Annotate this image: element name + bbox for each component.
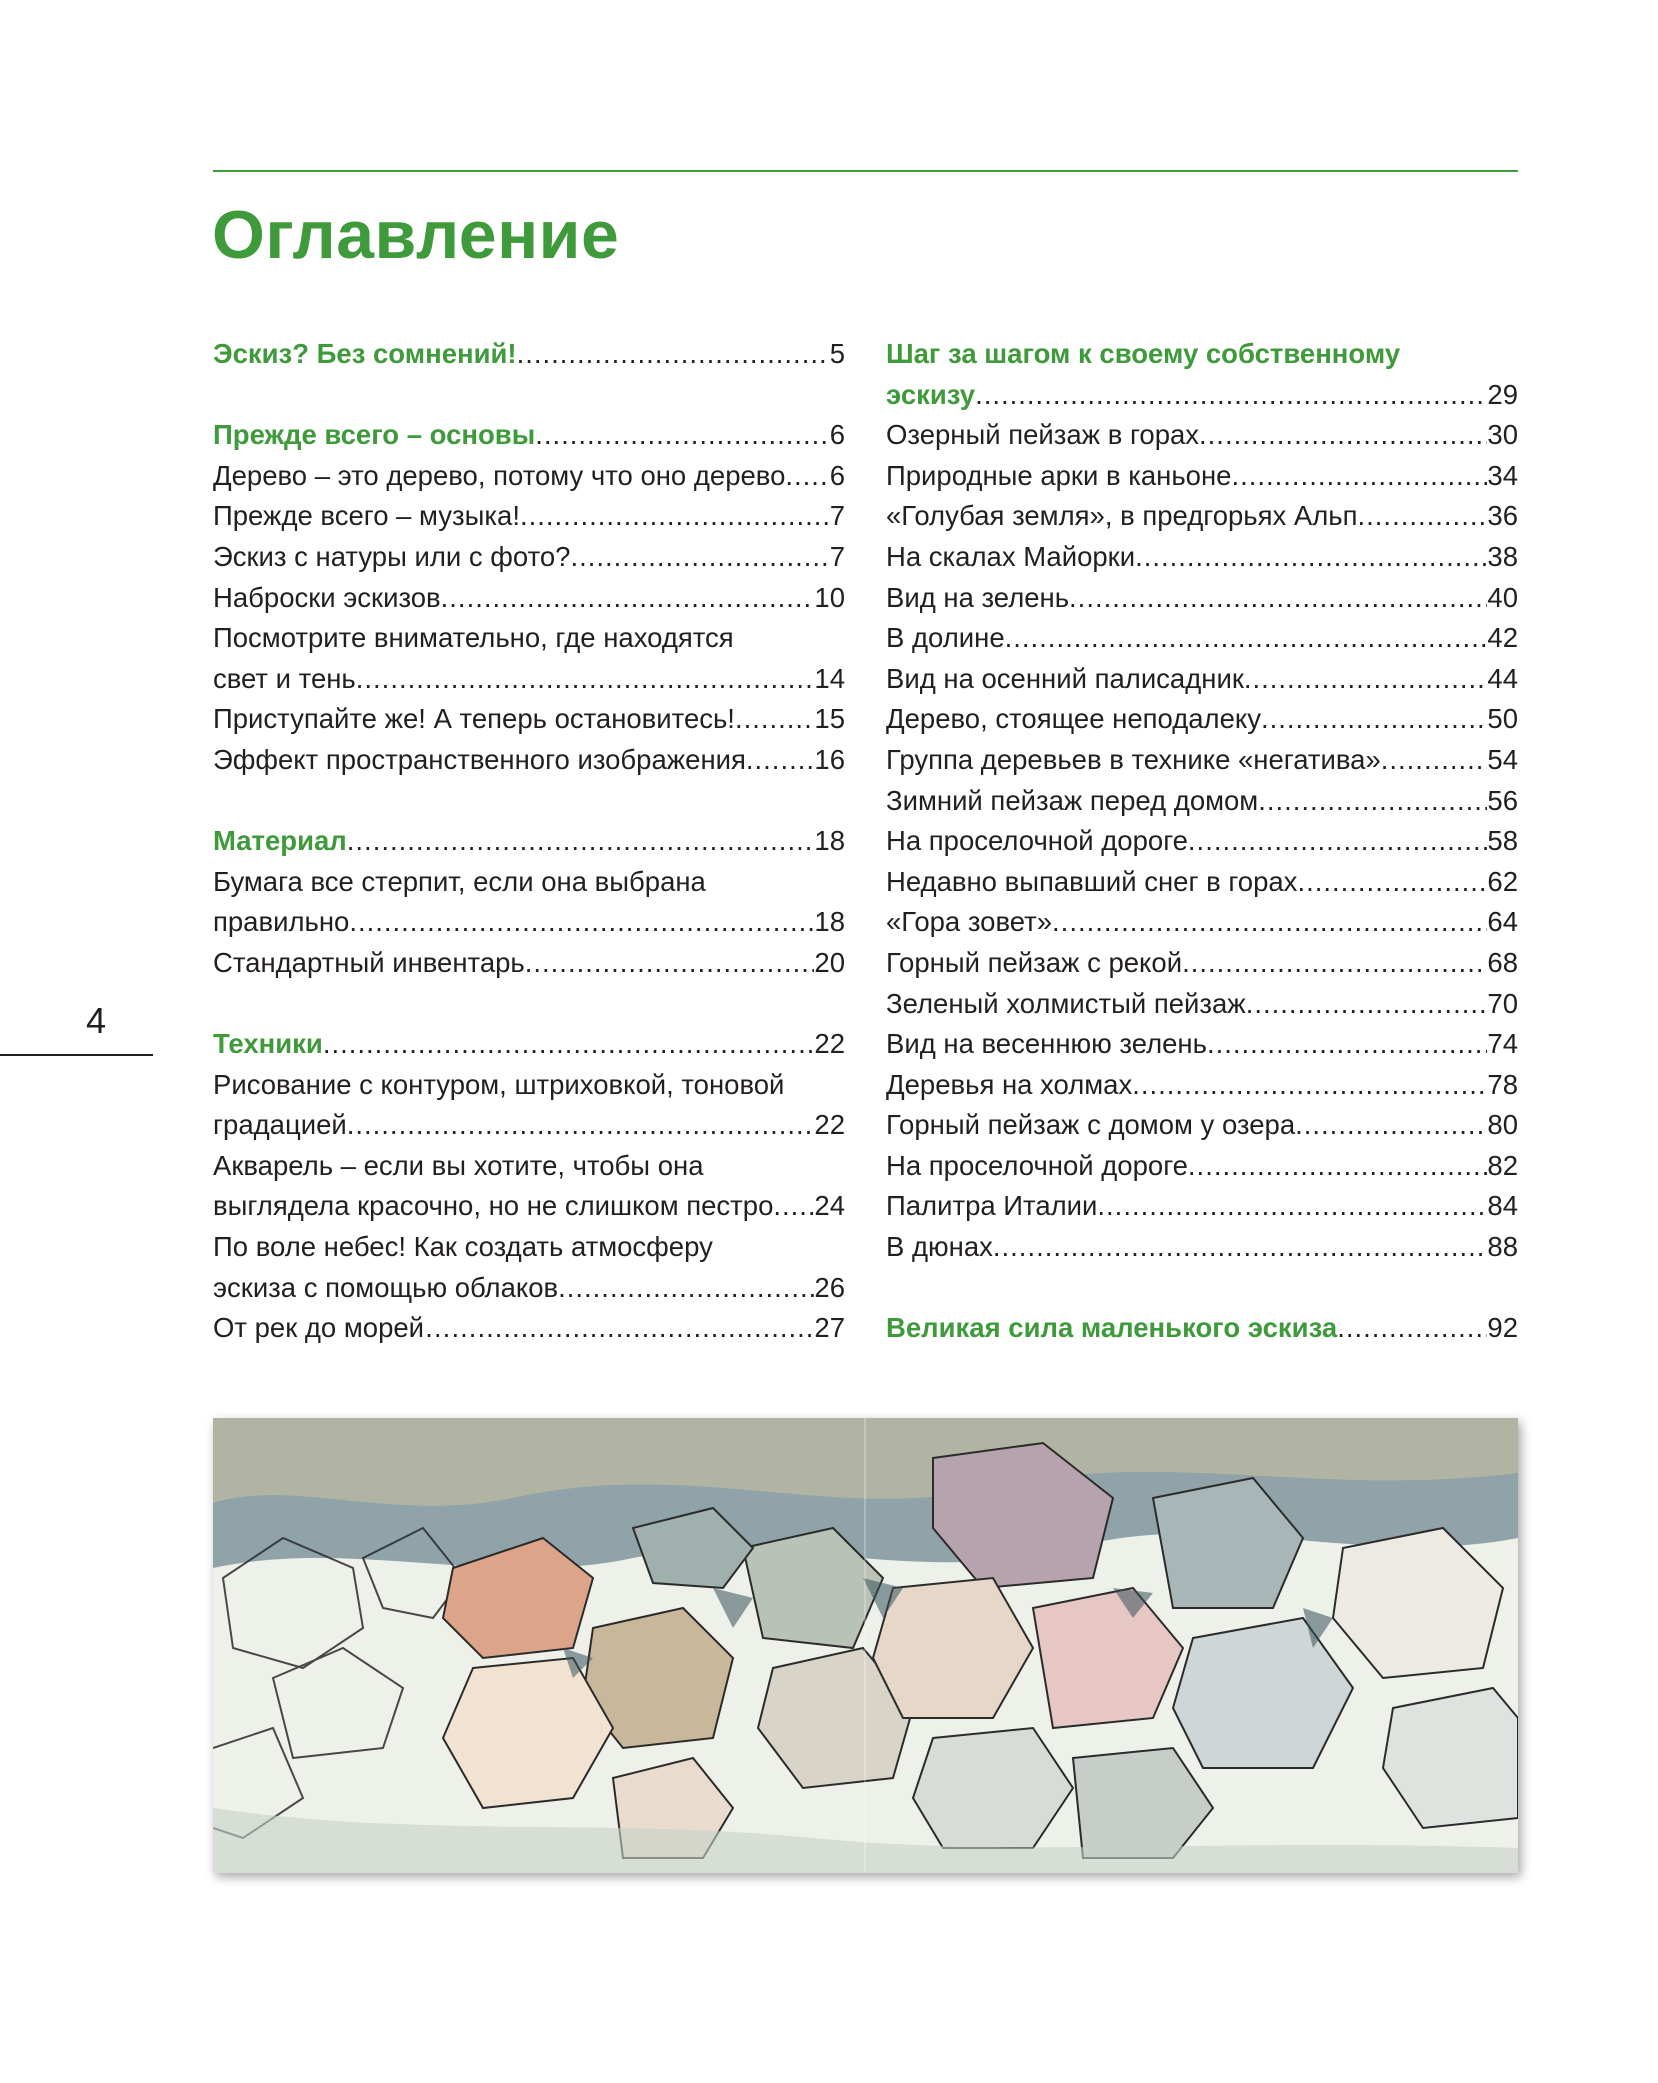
toc-entry-title: Недавно выпавший снег в горах (886, 865, 1298, 897)
dot-leader (1199, 415, 1487, 456)
toc-entry[interactable] (886, 781, 1518, 822)
toc-entry-title-line1: Посмотрите внимательно, где находятся (213, 622, 734, 654)
toc-entry-title: Прежде всего – музыка! (213, 500, 520, 532)
toc-entry-title: Горный пейзаж с домом у озера (886, 1109, 1296, 1141)
dot-leader (558, 1268, 814, 1309)
toc-page-number: 80 (1487, 1109, 1518, 1141)
toc-entry[interactable] (213, 456, 845, 497)
dot-leader (1182, 943, 1487, 984)
dot-leader (356, 659, 815, 700)
toc-entry[interactable] (886, 496, 1518, 537)
toc-entry-title: На проселочной дороге (886, 1149, 1188, 1181)
toc-entry-title: Техники (213, 1028, 323, 1060)
toc-section[interactable] (886, 1308, 1518, 1349)
toc-section[interactable] (213, 1024, 845, 1065)
toc-page-number: 18 (814, 906, 845, 938)
toc-page-number: 38 (1487, 540, 1518, 572)
toc-entry-title: «Голубая земля», в предгорьях Альп (886, 500, 1358, 532)
toc-page-number: 70 (1487, 987, 1518, 1019)
toc-entry-title: выглядела красочно, но не слишком пестро (213, 1190, 774, 1222)
dot-leader (1244, 659, 1488, 700)
toc-page-number: 68 (1487, 946, 1518, 978)
dot-leader (773, 1186, 814, 1227)
dot-leader (441, 578, 815, 619)
page-title: Оглавление (212, 197, 620, 273)
toc-entry-title-line1: Рисование с контуром, штриховкой, тоновой (213, 1068, 785, 1100)
toc-entry-title: Вид на осенний палисадник (886, 662, 1244, 694)
toc-entry[interactable] (886, 984, 1518, 1025)
toc-entry-title: Озерный пейзаж в горах (886, 419, 1200, 451)
toc-entry-title: Зимний пейзаж перед домом (886, 784, 1259, 816)
toc-page-number: 36 (1487, 500, 1518, 532)
toc-page-number: 5 (829, 338, 845, 369)
toc-entry[interactable] (213, 1227, 845, 1308)
toc-entry-title: Деревья на холмах (886, 1068, 1133, 1100)
toc-entry-title: Дерево – это дерево, потому что оно дерево (213, 459, 786, 491)
dot-leader (1358, 496, 1488, 537)
dot-leader (1207, 1024, 1487, 1065)
toc-entry-title: Великая сила маленького эскиза (886, 1312, 1338, 1344)
toc-entry[interactable] (213, 862, 845, 943)
dot-leader (735, 699, 814, 740)
toc-page-number: 24 (814, 1190, 845, 1222)
toc-entry[interactable] (886, 1065, 1518, 1106)
toc-page-number: 56 (1487, 784, 1518, 816)
toc-page-number: 64 (1487, 906, 1518, 938)
toc-entry[interactable] (886, 578, 1518, 619)
rocks-watercolor-illustration (213, 1418, 1518, 1873)
dot-leader (347, 821, 815, 862)
toc-entry-title: В дюнах (886, 1231, 993, 1263)
toc-entry[interactable] (886, 1105, 1518, 1146)
dot-leader (785, 456, 829, 497)
toc-page-number: 26 (814, 1271, 845, 1303)
toc-entry-title: Материал (213, 825, 347, 857)
toc-entry[interactable] (213, 1308, 845, 1349)
toc-page-number: 42 (1487, 622, 1518, 654)
toc-page-number: 50 (1487, 703, 1518, 735)
dot-leader (1069, 578, 1487, 619)
toc-entry-title: Группа деревьев в технике «негатива» (886, 743, 1381, 775)
toc-page-number: 15 (814, 703, 845, 735)
dot-leader (570, 537, 829, 578)
top-rule (213, 170, 1518, 172)
toc-section[interactable] (213, 415, 845, 456)
toc-page-number: 14 (814, 662, 845, 694)
toc-entry[interactable] (886, 699, 1518, 740)
toc-entry-title-line1: Шаг за шагом к своему собственному (886, 338, 1401, 369)
toc-page-number: 84 (1487, 1190, 1518, 1222)
toc-entry[interactable] (886, 618, 1518, 659)
toc-entry-title: Эскиз с натуры или с фото? (213, 540, 571, 572)
toc-right-column (886, 334, 1518, 1349)
toc-page-number: 20 (814, 946, 845, 978)
toc-entry-title: Палитра Италии (886, 1190, 1098, 1222)
dot-leader (1246, 984, 1488, 1025)
toc-entry[interactable] (213, 496, 845, 537)
toc-entry[interactable] (886, 1146, 1518, 1187)
dot-leader (1188, 821, 1487, 862)
toc-entry[interactable] (886, 902, 1518, 943)
dot-leader (517, 334, 830, 375)
toc-entry-title: Природные арки в каньоне (886, 459, 1232, 491)
toc-page-number: 74 (1487, 1028, 1518, 1060)
toc-page-number: 7 (829, 500, 845, 532)
dot-leader (1052, 902, 1487, 943)
dot-leader (1261, 699, 1487, 740)
toc-page-number: 6 (829, 419, 845, 451)
toc-entry[interactable] (886, 821, 1518, 862)
dot-leader (1337, 1308, 1487, 1349)
toc-entry-title: «Гора зовет» (886, 906, 1053, 938)
toc-entry-title-line1: Акварель – если вы хотите, чтобы она (213, 1149, 704, 1181)
dot-leader (993, 1227, 1488, 1268)
toc-entry-title: Эскиз? Без сомнений! (213, 338, 517, 369)
toc-entry-title-line1: По воле небес! Как создать атмосферу (213, 1231, 713, 1263)
dot-leader (1258, 781, 1487, 822)
dot-leader (349, 902, 814, 943)
toc-entry[interactable] (886, 456, 1518, 497)
toc-entry-title: Вид на зелень (886, 581, 1070, 613)
toc-page-number: 88 (1487, 1231, 1518, 1263)
dot-leader (746, 740, 815, 781)
toc-entry[interactable] (213, 578, 845, 619)
toc-section[interactable] (213, 821, 845, 862)
toc-entry-title: В долине (886, 622, 1005, 654)
toc-page-number: 54 (1487, 743, 1518, 775)
toc-page-number: 62 (1487, 865, 1518, 897)
dot-leader (347, 1105, 815, 1146)
toc-entry-title: градацией (213, 1109, 347, 1141)
toc-entry[interactable] (213, 537, 845, 578)
dot-leader (452, 1308, 815, 1349)
toc-entry[interactable] (213, 1065, 845, 1146)
toc-entry-title: свет и тень (213, 662, 356, 694)
toc-page-number: 6 (829, 459, 845, 491)
toc-entry-title-line1: Бумага все стерпит, если она выбрана (213, 865, 706, 897)
toc-entry-title: Вид на весеннюю зелень (886, 1028, 1207, 1060)
toc-page-number: 44 (1487, 662, 1518, 694)
toc-entry[interactable] (886, 740, 1518, 781)
toc-entry-title: Зеленый холмистый пейзаж (886, 987, 1246, 1019)
toc-entry-title: Прежде всего – основы (213, 419, 536, 451)
toc-page-number: 22 (814, 1109, 845, 1141)
toc-entry-title: Эффект пространственного изображения (213, 743, 746, 775)
toc-page-number: 18 (814, 825, 845, 857)
toc-entry-title: Горный пейзаж с рекой (886, 946, 1183, 978)
toc-entry-title: Наброски эскизов (213, 581, 441, 613)
toc-entry[interactable] (886, 943, 1518, 984)
toc-entry[interactable] (213, 1146, 845, 1227)
toc-entry-title: От рек до морей… (213, 1312, 452, 1344)
toc-entry-title: Стандартный инвентарь (213, 946, 525, 978)
toc-page-number: 34 (1487, 459, 1518, 491)
toc-entry[interactable] (213, 740, 845, 781)
toc-entry[interactable] (213, 618, 845, 699)
dot-leader (1135, 537, 1487, 578)
toc-entry-title: эскизу (886, 378, 976, 410)
dot-leader (525, 943, 815, 984)
toc-entry[interactable] (886, 537, 1518, 578)
toc-page-number: 40 (1487, 581, 1518, 613)
dot-leader (323, 1024, 815, 1065)
dot-leader (975, 375, 1487, 416)
dot-leader (1097, 1186, 1487, 1227)
toc-entry[interactable] (886, 1186, 1518, 1227)
toc-entry[interactable] (886, 862, 1518, 903)
toc-page-number: 27 (814, 1312, 845, 1344)
toc-page-number: 58 (1487, 825, 1518, 857)
toc-page-number: 7 (829, 540, 845, 572)
toc-entry-title: Приступайте же! А теперь остановитесь! (213, 703, 735, 735)
toc-entry-title: На скалах Майорки (886, 540, 1136, 572)
dot-leader (1231, 456, 1487, 497)
toc-entry[interactable] (886, 1024, 1518, 1065)
toc-entry[interactable] (886, 659, 1518, 700)
toc-page-number: 16 (814, 743, 845, 775)
toc-page-number: 29 (1487, 378, 1518, 410)
toc-entry-title: эскиза с помощью облаков (213, 1271, 559, 1303)
toc-page-number: 92 (1487, 1312, 1518, 1344)
dot-leader (1188, 1146, 1487, 1187)
dot-leader (1005, 618, 1488, 659)
toc-left-column (213, 334, 845, 1349)
dot-leader (520, 496, 830, 537)
toc-page-number: 78 (1487, 1068, 1518, 1100)
dot-leader (1295, 1105, 1487, 1146)
toc-entry[interactable] (886, 415, 1518, 456)
dot-leader (535, 415, 830, 456)
dot-leader (1381, 740, 1488, 781)
toc-page-number: 30 (1487, 419, 1518, 451)
toc-section[interactable] (213, 334, 845, 375)
dot-leader (1297, 862, 1487, 903)
toc-page-number: 82 (1487, 1149, 1518, 1181)
toc-page-number: 22 (814, 1028, 845, 1060)
toc-entry[interactable] (213, 943, 845, 984)
dot-leader (1132, 1065, 1487, 1106)
toc-page-number: 10 (814, 581, 845, 613)
page-number: 4 (86, 1000, 107, 1041)
toc-entry-title: Дерево, стоящее неподалеку (886, 703, 1261, 735)
page-number-rule (0, 1054, 153, 1056)
toc-entry-title: На проселочной дороге (886, 825, 1188, 857)
toc-entry[interactable] (886, 1227, 1518, 1268)
toc-section[interactable] (886, 334, 1518, 415)
toc-entry[interactable] (213, 699, 845, 740)
toc-entry-title: правильно (213, 906, 350, 938)
